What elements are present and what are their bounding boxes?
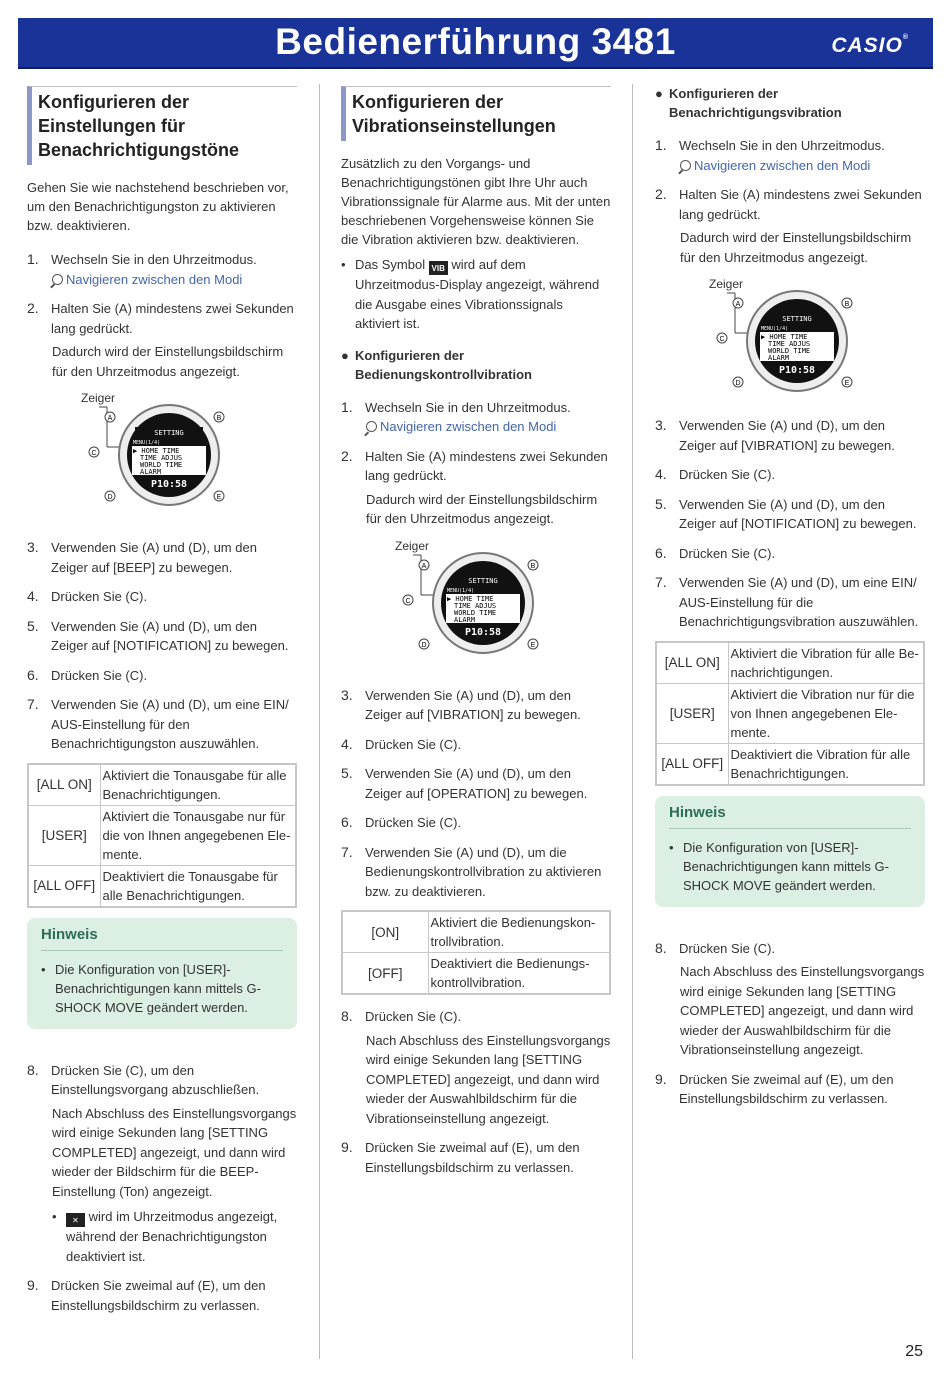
step-5: 5. Verwenden Sie (A) und (D), um den Zeiger auf [OPERATION] zu bewegen. [341, 765, 588, 801]
watch-diagram [391, 537, 551, 672]
step-8: 8. Drücken Sie (C). [655, 939, 776, 956]
section-title: Konfigurieren der Einstellungen für Benachrichtigungstöne [27, 86, 297, 165]
column-operation-vibration [341, 84, 611, 1177]
svg-text:E: E [844, 380, 850, 387]
svg-text:SETTING: SETTING [154, 429, 184, 437]
step-4: 4. Drücken Sie (C). [341, 735, 462, 752]
step-8-detail: Nach Abschluss des Einstellungsvorgangs wird einige Sekunden lang [SETTING COMPLETED] angezeigt, und dann wird wieder der Auswahlbildschirm für die Vibrationseinstellung angezeigt. [366, 1032, 611, 1126]
mode-navigation-link[interactable]: Navigieren zwischen den Modi [341, 417, 611, 437]
svg-text:C: C [405, 597, 411, 605]
settings-table [27, 763, 297, 908]
step-1: 1. Wechseln Sie in den Uhrzeitmodus. [341, 398, 571, 415]
column-divider [632, 84, 633, 1359]
subsection-title: ● Konfigurieren der Benachrichtigungsvibration [655, 86, 842, 120]
table-row: [ALL ON] Aktiviert die Vibration für alle Be-nachrichtigungen. [656, 642, 924, 684]
step-2-detail: Dadurch wird der Einstellungsbildschirm für den Uhrzeitmodus angezeigt. [366, 491, 598, 526]
column-beep [27, 84, 297, 1315]
step-2-detail: Dadurch wird der Einstellungsbildschirm für den Uhrzeitmodus angezeigt. [680, 230, 912, 265]
step-7: 7. Verwenden Sie (A) und (D), um eine EIN/ AUS-Einstellung für den Benachrichtigungston auszuwählen. [27, 696, 289, 751]
note-bullet: • Die Konfiguration von [USER]-Benachrichtigungen kann mittels G-SHOCK MOVE geändert werden. [669, 839, 889, 893]
svg-text:▶ HOME TIME: ▶ HOME TIME [447, 594, 494, 603]
step-2: 2. Halten Sie (A) mindestens zwei Sekunden lang gedrückt. [27, 300, 294, 336]
table-row: [ALL OFF] Deaktiviert die Tonausgabe für alle Benachrichtigungen. [28, 865, 296, 907]
step-2-detail: Dadurch wird der Einstellungsbildschirm für den Uhrzeitmodus angezeigt. [52, 344, 284, 379]
svg-text:SETTING: SETTING [782, 315, 812, 323]
svg-text:ALARM: ALARM [454, 615, 476, 624]
step-6: 6. Drücken Sie (C). [27, 666, 148, 683]
svg-text:E: E [530, 641, 536, 649]
step-3: 3. Verwenden Sie (A) und (D), um den Zeiger auf [VIBRATION] zu bewegen. [341, 686, 581, 722]
casio-logo: CASIO® [831, 34, 909, 57]
svg-text:TIME ADJUS: TIME ADJUS [454, 601, 497, 610]
svg-text:C: C [91, 450, 97, 457]
svg-text:WORLD TIME: WORLD TIME [140, 461, 183, 469]
step-8-detail: Nach Abschluss des Einstellungsvorgangs wird einige Sekunden lang [SETTING COMPLETED] angezeigt, und dann wird wieder der Auswahlbildschirm für die Vibrationseinstellung angezeigt. [680, 964, 925, 1057]
column-notification-vibration [655, 84, 925, 1109]
svg-text:P10:58: P10:58 [150, 479, 188, 490]
subsection-title: ● Konfigurieren der Bedienungskontrollvibration [341, 347, 532, 382]
svg-text:▶ HOME TIME: ▶ HOME TIME [761, 333, 808, 341]
watch-diagram [705, 275, 865, 410]
note-title: Hinweis [669, 804, 911, 829]
table-row: [ALL OFF] Deaktiviert die Vibration für alle Benachrichtigungen. [656, 743, 924, 785]
svg-text:TIME ADJUS: TIME ADJUS [768, 340, 811, 348]
step-3: 3. Verwenden Sie (A) und (D), um den Zeiger auf [BEEP] zu bewegen. [27, 539, 257, 575]
step-4: 4. Drücken Sie (C). [655, 466, 776, 482]
watch-illustration [77, 389, 247, 524]
table-row: [ON] Aktiviert die Bedienungskon-trollvibration. [342, 911, 610, 953]
step-9: 9. Drücken Sie zweimal auf (E), um den Einstellungsbildschirm zu verlassen. [655, 1070, 894, 1106]
svg-text:A: A [107, 415, 113, 422]
svg-text:WORLD TIME: WORLD TIME [454, 608, 497, 617]
svg-text:B: B [216, 415, 222, 422]
page-number: 25 [905, 1343, 923, 1360]
table-row: [ALL ON] Aktiviert die Tonausgabe für alle Benachrichtigungen. [28, 764, 296, 806]
svg-text:A: A [735, 301, 741, 308]
svg-text:D: D [735, 380, 741, 387]
table-row: [USER] Aktiviert die Vibration nur für die von Ihnen angegebenen Ele-mente. [656, 683, 924, 743]
step-1: 1. Wechseln Sie in den Uhrzeitmodus. [655, 137, 885, 153]
svg-text:ALARM: ALARM [140, 468, 162, 476]
step-8: 8. Drücken Sie (C). [341, 1008, 462, 1024]
note-box [27, 918, 297, 1029]
settings-table [341, 910, 611, 995]
magnifier-icon [680, 160, 691, 171]
column-divider [319, 84, 320, 1359]
svg-text:TIME ADJUS: TIME ADJUS [140, 454, 183, 462]
note-title: Hinweis [41, 926, 283, 951]
mode-navigation-link[interactable]: Navigieren zwischen den Modi [27, 270, 297, 290]
svg-text:D: D [421, 641, 427, 649]
note-box [655, 796, 925, 907]
magnifier-icon [366, 421, 377, 432]
page-header [18, 18, 933, 69]
intro-text: Gehen Sie wie nachstehend beschrieben vor, um den Benachrichtigungston zu aktivieren bzw. deaktivieren. [27, 180, 289, 233]
step-3: 3. Verwenden Sie (A) und (D), um den Zeiger auf [VIBRATION] zu bewegen. [655, 417, 895, 453]
svg-text:A: A [421, 562, 427, 570]
step-1: 1. Wechseln Sie in den Uhrzeitmodus. [27, 251, 257, 267]
section-title: Konfigurieren der Vibrationseinstellungen [341, 86, 611, 141]
step-5: 5. Verwenden Sie (A) und (D), um den Zeiger auf [NOTIFICATION] zu bewegen. [655, 495, 917, 531]
step-7: 7. Verwenden Sie (A) und (D), um eine EIN/ AUS-Einstellung für die Benachrichtigungsvibration auszuwählen. [655, 574, 919, 629]
intro-text: Zusätzlich zu den Vorgangs- und Benachrichtigungstönen gibt Ihre Uhr auch Vibrationssignale für Alarme aus. Mit der unten beschriebenen Vorgehensweise können Sie die Vibration aktivieren bzw. deaktivieren. [341, 156, 611, 247]
step-4: 4. Drücken Sie (C). [27, 588, 148, 604]
svg-text:P10:58: P10:58 [778, 365, 816, 376]
step-7: 7. Verwenden Sie (A) und (D), um die Bedienungskontrollvibration zu aktivieren bzw. zu deaktivieren. [341, 843, 602, 899]
svg-text:C: C [719, 336, 725, 343]
mute-icon: ✕ [66, 1213, 85, 1227]
svg-text:MENU(1/4): MENU(1/4) [447, 587, 475, 594]
step-8: 8. Drücken Sie (C), um den Einstellungsvorgang abzuschließen. [27, 1061, 260, 1097]
note-bullet: • Die Konfiguration von [USER]-Benachrichtigungen kann mittels G-SHOCK MOVE geändert werden. [41, 961, 261, 1015]
watch-illustration [391, 537, 561, 672]
svg-text:MENU(1/4): MENU(1/4) [133, 440, 161, 446]
table-row: [USER] Aktiviert die Tonausgabe nur für die von Ihnen angegebenen Ele-mente. [28, 805, 296, 865]
vib-icon-bullet: • Das Symbol VIB wird auf dem Uhrzeitmodus-Display angezeigt, während die Ausgabe eines Vibrationssignals aktiviert ist. [341, 257, 600, 331]
pointer-label: Zeiger [709, 277, 744, 291]
step-6: 6. Drücken Sie (C). [655, 544, 776, 561]
pointer-label: Zeiger [81, 391, 116, 405]
step-8-bullet: • ✕ wird im Uhrzeitmodus angezeigt, während der Benachrichtigungston deaktiviert ist. [52, 1209, 278, 1264]
vibration-icon: VIB [429, 261, 448, 275]
svg-text:P10:58: P10:58 [464, 626, 502, 638]
svg-text:MENU(1/4): MENU(1/4) [761, 326, 789, 332]
step-9: 9. Drücken Sie zweimal auf (E), um den Einstellungsbildschirm zu verlassen. [27, 1277, 266, 1313]
svg-text:E: E [216, 494, 222, 501]
page-title: Bedienerführung 3481 [275, 21, 676, 62]
magnifier-icon [52, 274, 63, 285]
svg-text:▶ HOME TIME: ▶ HOME TIME [133, 447, 180, 455]
watch-illustration [705, 275, 875, 410]
step-5: 5. Verwenden Sie (A) und (D), um den Zeiger auf [NOTIFICATION] zu bewegen. [27, 617, 289, 653]
svg-text:ALARM: ALARM [768, 354, 790, 362]
pointer-label: Zeiger [395, 538, 430, 553]
settings-table [655, 641, 925, 786]
svg-text:B: B [844, 301, 850, 308]
table-row: [OFF] Deaktiviert die Bedienungs-kontrollvibration. [342, 953, 610, 995]
svg-text:SETTING: SETTING [468, 576, 498, 585]
watch-diagram [77, 389, 237, 524]
svg-text:B: B [530, 562, 536, 570]
step-6: 6. Drücken Sie (C). [341, 814, 462, 830]
step-9: 9. Drücken Sie zweimal auf (E), um den Einstellungsbildschirm zu verlassen. [341, 1139, 580, 1175]
svg-text:D: D [107, 494, 113, 501]
step-2: 2. Halten Sie (A) mindestens zwei Sekunden lang gedrückt. [341, 447, 608, 483]
mode-navigation-link[interactable]: Navigieren zwischen den Modi [655, 156, 925, 176]
step-2: 2. Halten Sie (A) mindestens zwei Sekunden lang gedrückt. [655, 186, 922, 222]
step-8-detail: Nach Abschluss des Einstellungsvorgangs wird einige Sekunden lang [SETTING COMPLETED] angezeigt, und dann wird wieder der Bildschirm für die BEEP-Einstellung (Ton) angezeigt. [52, 1105, 297, 1199]
svg-text:WORLD TIME: WORLD TIME [768, 347, 811, 355]
